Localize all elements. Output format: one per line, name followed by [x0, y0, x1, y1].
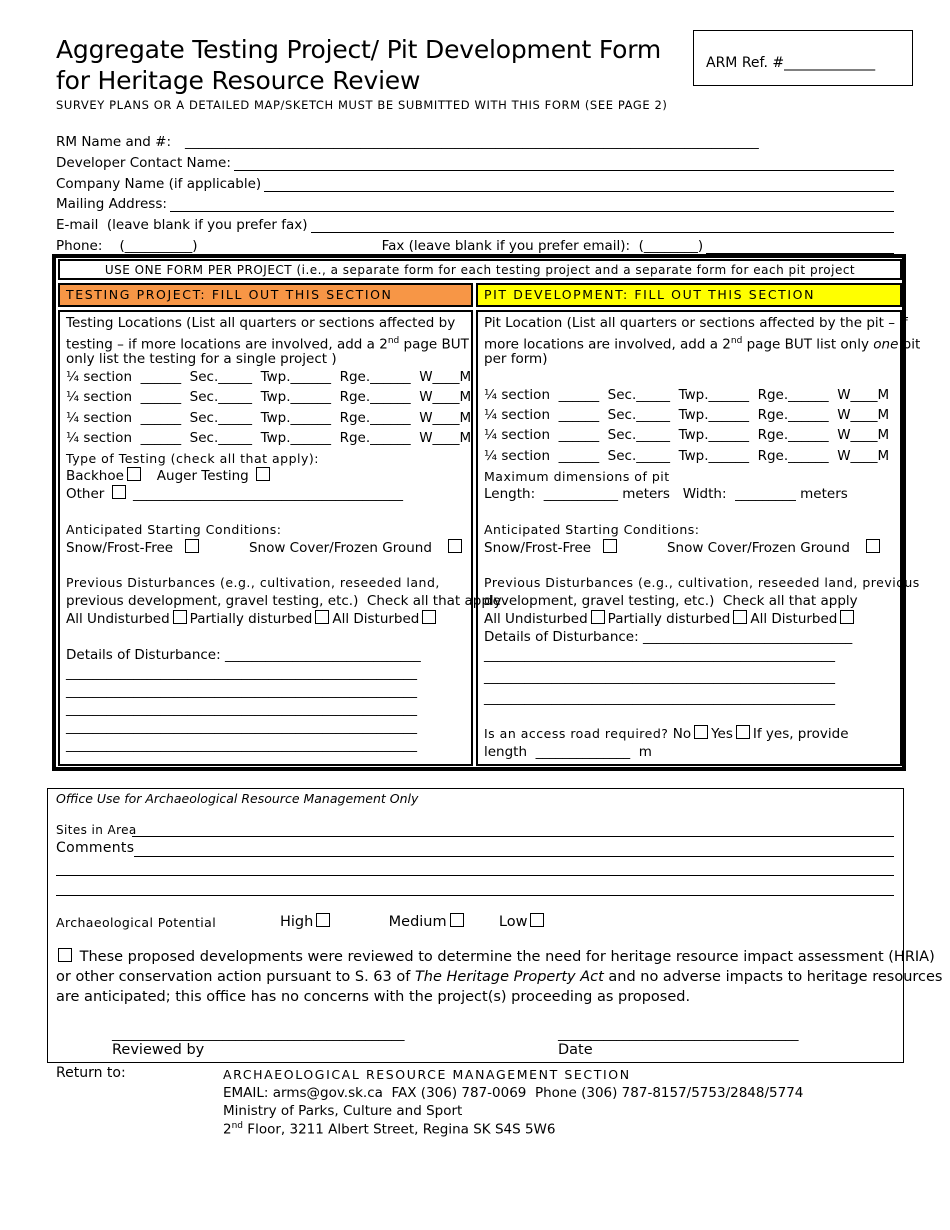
pit-snow-cover-checkbox[interactable]	[866, 539, 880, 553]
access-length[interactable]: length ______________ m	[484, 744, 652, 760]
arm-ref-box[interactable]	[693, 30, 913, 86]
contact-info: EMAIL: arms@gov.sk.ca FAX (306) 787-0069 Phone (306) 787-8157/5753/2848/5774	[223, 1085, 804, 1101]
sites-label: Sites in Area	[56, 823, 137, 837]
pit-snow-free-label: Snow/Frost-Free	[484, 540, 592, 556]
pit-location-text: Pit Location (List all quarters or sections affected by the pit – if	[484, 315, 908, 331]
other-line[interactable]: ________________________________________	[132, 486, 403, 502]
pit-disturbed-checkbox[interactable]	[840, 610, 854, 624]
developer-field[interactable]	[56, 151, 894, 171]
pit-prev-text: development, gravel testing, etc.) Check all that apply	[484, 593, 858, 609]
backhoe-label: Backhoe	[66, 468, 124, 484]
disturbed-label: All Disturbed	[332, 611, 420, 627]
comments-line[interactable]	[134, 856, 894, 857]
sites-line[interactable]	[132, 836, 894, 837]
access-road-row	[484, 725, 849, 743]
access-no-label: No	[672, 726, 692, 742]
testing-legal-row[interactable]: ¼ section ______ Sec._____ Twp.______ Rge.______ W____M	[66, 389, 472, 405]
company-line	[264, 177, 894, 192]
testing-type-row	[66, 467, 273, 485]
reviewed-by-label: Reviewed by	[112, 1042, 205, 1058]
pit-legal-row[interactable]: ¼ section ______ Sec._____ Twp.______ Rge.______ W____M	[484, 387, 890, 403]
arm-section: ARCHAEOLOGICAL RESOURCE MANAGEMENT SECTION	[223, 1067, 631, 1082]
auger-checkbox[interactable]	[256, 467, 270, 481]
testing-details-line[interactable]: ____________________________________________________	[66, 701, 417, 717]
pit-location-text3: per form)	[484, 351, 548, 367]
arm-ref-label: ARM Ref. #_____________	[706, 55, 876, 71]
pit-location-text2: more locations are involved, add a 2nd page BUT list only one pit	[484, 336, 921, 353]
pit-legal-row[interactable]: ¼ section ______ Sec._____ Twp.______ Rge.______ W____M	[484, 448, 890, 464]
pit-length-width[interactable]: Length: ___________ meters Width: _________ meters	[484, 486, 848, 502]
rm-name-label: RM Name and #:	[56, 134, 171, 150]
street-address: 2nd Floor, 3211 Albert Street, Regina SK S4S 5W6	[223, 1121, 556, 1138]
pit-section-header: PIT DEVELOPMENT: FILL OUT THIS SECTION	[476, 283, 902, 307]
date-label: Date	[558, 1042, 593, 1058]
review-checkbox[interactable]	[58, 948, 72, 962]
fax-line	[706, 239, 894, 254]
partially-label: Partially disturbed	[189, 611, 313, 627]
review-statement: These proposed developments were reviewed to determine the need for heritage resource impact assessment (HRIA) or other conservation action pursuant to S. 63 of The Heritage Property Act and no adverse impacts to heritage resources are anticipated; this office has no concerns with the project(s) proceeding as proposed.	[56, 949, 943, 1005]
access-road-label: Is an access road required?	[484, 726, 669, 741]
phone-label: Phone: (__________)	[56, 238, 198, 254]
access-yes-checkbox[interactable]	[736, 725, 750, 739]
testing-locations-text: Testing Locations (List all quarters or sections affected by	[66, 315, 456, 331]
testing-details-line[interactable]: ____________________________________________________	[66, 665, 417, 681]
testing-prev-text: previous development, gravel testing, etc.) Check all that apply	[66, 593, 502, 609]
comments-label: Comments	[56, 840, 135, 856]
fax-label: Fax (leave blank if you prefer email): (________)	[381, 238, 704, 254]
access-no-checkbox[interactable]	[694, 725, 708, 739]
pit-section	[476, 310, 921, 766]
snow-free-checkbox[interactable]	[185, 539, 199, 553]
form-subtitle: SURVEY PLANS OR A DETAILED MAP/SKETCH MUST BE SUBMITTED WITH THIS FORM (SEE PAGE 2)	[56, 98, 668, 112]
partially-checkbox[interactable]	[315, 610, 329, 624]
pit-undisturbed-checkbox[interactable]	[591, 610, 605, 624]
pit-legal-row[interactable]: ¼ section ______ Sec._____ Twp.______ Rge.______ W____M	[484, 427, 890, 443]
email-line	[311, 218, 894, 233]
phone-fax-field[interactable]	[56, 234, 894, 254]
testing-details[interactable]: Details of Disturbance: _____________________________	[66, 647, 421, 663]
testing-legal-row[interactable]: ¼ section ______ Sec._____ Twp.______ Rge.______ W____M	[66, 430, 472, 446]
one-form-banner: USE ONE FORM PER PROJECT (i.e., a separate form for each testing project and a separate form for each pit project	[58, 259, 902, 280]
mailing-line	[170, 197, 894, 212]
low-label: Low	[498, 914, 528, 930]
high-label: High	[280, 914, 314, 930]
testing-details-line[interactable]: ____________________________________________________	[66, 719, 417, 735]
rm-name-line: _____________________________________________________________________________________	[185, 134, 759, 150]
snow-free-label: Snow/Frost-Free	[66, 540, 174, 556]
low-checkbox[interactable]	[530, 913, 544, 927]
testing-details-line[interactable]: ____________________________________________________	[66, 737, 417, 753]
pit-details[interactable]: Details of Disturbance: _______________________________	[484, 629, 853, 645]
other-label: Other	[66, 486, 105, 502]
testing-start-title: Anticipated Starting Conditions:	[66, 522, 282, 537]
testing-disturb-row	[66, 610, 439, 628]
pit-snow-cover-label: Snow Cover/Frozen Ground	[666, 540, 850, 556]
medium-label: Medium	[388, 914, 447, 930]
mailing-label: Mailing Address:	[56, 196, 167, 212]
pit-partially-checkbox[interactable]	[733, 610, 747, 624]
disturbed-checkbox[interactable]	[422, 610, 436, 624]
testing-legal-row[interactable]: ¼ section ______ Sec._____ Twp.______ Rge.______ W____M	[66, 410, 472, 426]
company-label: Company Name (if applicable)	[56, 176, 262, 192]
testing-prev-title: Previous Disturbances (e.g., cultivation, reseeded land,	[66, 575, 440, 590]
date-line[interactable]: _____________________________________	[558, 1027, 799, 1042]
high-checkbox[interactable]	[316, 913, 330, 927]
pit-start-title: Anticipated Starting Conditions:	[484, 522, 700, 537]
testing-section	[58, 310, 502, 766]
email-label: E-mail (leave blank if you prefer fax)	[56, 217, 308, 233]
access-if-yes: If yes, provide	[752, 726, 849, 742]
backhoe-checkbox[interactable]	[127, 467, 141, 481]
potential-label: Archaeological Potential	[56, 915, 217, 930]
form-title: Aggregate Testing Project/ Pit Development Form for Heritage Resource Review	[56, 35, 662, 95]
other-checkbox[interactable]	[112, 485, 126, 499]
pit-details-line[interactable]: ____________________________________________________	[484, 669, 835, 685]
access-yes-label: Yes	[711, 726, 733, 742]
pit-legal-row[interactable]: ¼ section ______ Sec._____ Twp.______ Rge.______ W____M	[484, 407, 890, 423]
testing-legal-row[interactable]: ¼ section ______ Sec._____ Twp.______ Rge.______ W____M	[66, 369, 472, 385]
comments-line[interactable]	[56, 895, 894, 896]
testing-locations-text3: only list the testing for a single project )	[66, 351, 337, 367]
office-title: Office Use for Archaeological Resource Management Only	[56, 791, 419, 806]
pit-prev-title: Previous Disturbances (e.g., cultivation, reseeded land, previous	[484, 575, 920, 590]
pit-undisturbed-label: All Undisturbed	[484, 611, 588, 627]
undisturbed-checkbox[interactable]	[173, 610, 187, 624]
testing-type-title: Type of Testing (check all that apply):	[66, 451, 319, 466]
email-field[interactable]	[56, 213, 894, 233]
ministry-name: Ministry of Parks, Culture and Sport	[223, 1103, 463, 1119]
return-to-label: Return to:	[56, 1065, 126, 1081]
rm-name-field[interactable]	[56, 130, 894, 150]
developer-label: Developer Contact Name:	[56, 155, 231, 171]
pit-max-title: Maximum dimensions of pit	[484, 469, 670, 484]
snow-cover-checkbox[interactable]	[448, 539, 462, 553]
medium-checkbox[interactable]	[450, 913, 464, 927]
auger-label: Auger Testing	[156, 468, 249, 484]
comments-line[interactable]	[56, 875, 894, 876]
reviewed-by-line[interactable]: _____________________________________________	[112, 1027, 405, 1042]
pit-details-line[interactable]: ____________________________________________________	[484, 690, 835, 706]
pit-disturb-row	[484, 610, 857, 628]
testing-locations-text2: testing – if more locations are involved, add a 2nd page BUT	[66, 336, 469, 353]
testing-section-header: TESTING PROJECT: FILL OUT THIS SECTION	[58, 283, 473, 307]
potential-options	[280, 913, 547, 930]
testing-details-line[interactable]: ____________________________________________________	[66, 683, 417, 699]
testing-other-row	[66, 485, 403, 503]
pit-details-line[interactable]: ____________________________________________________	[484, 647, 835, 663]
developer-line	[234, 156, 894, 171]
pit-start-row	[484, 539, 883, 557]
undisturbed-label: All Undisturbed	[66, 611, 170, 627]
testing-start-row	[66, 539, 465, 557]
company-field[interactable]	[56, 172, 894, 192]
mailing-field[interactable]	[56, 192, 894, 212]
office-use-box	[47, 788, 943, 1063]
snow-cover-label: Snow Cover/Frozen Ground	[248, 540, 432, 556]
pit-disturbed-label: All Disturbed	[750, 611, 838, 627]
pit-snow-free-checkbox[interactable]	[603, 539, 617, 553]
pit-partially-label: Partially disturbed	[607, 611, 731, 627]
